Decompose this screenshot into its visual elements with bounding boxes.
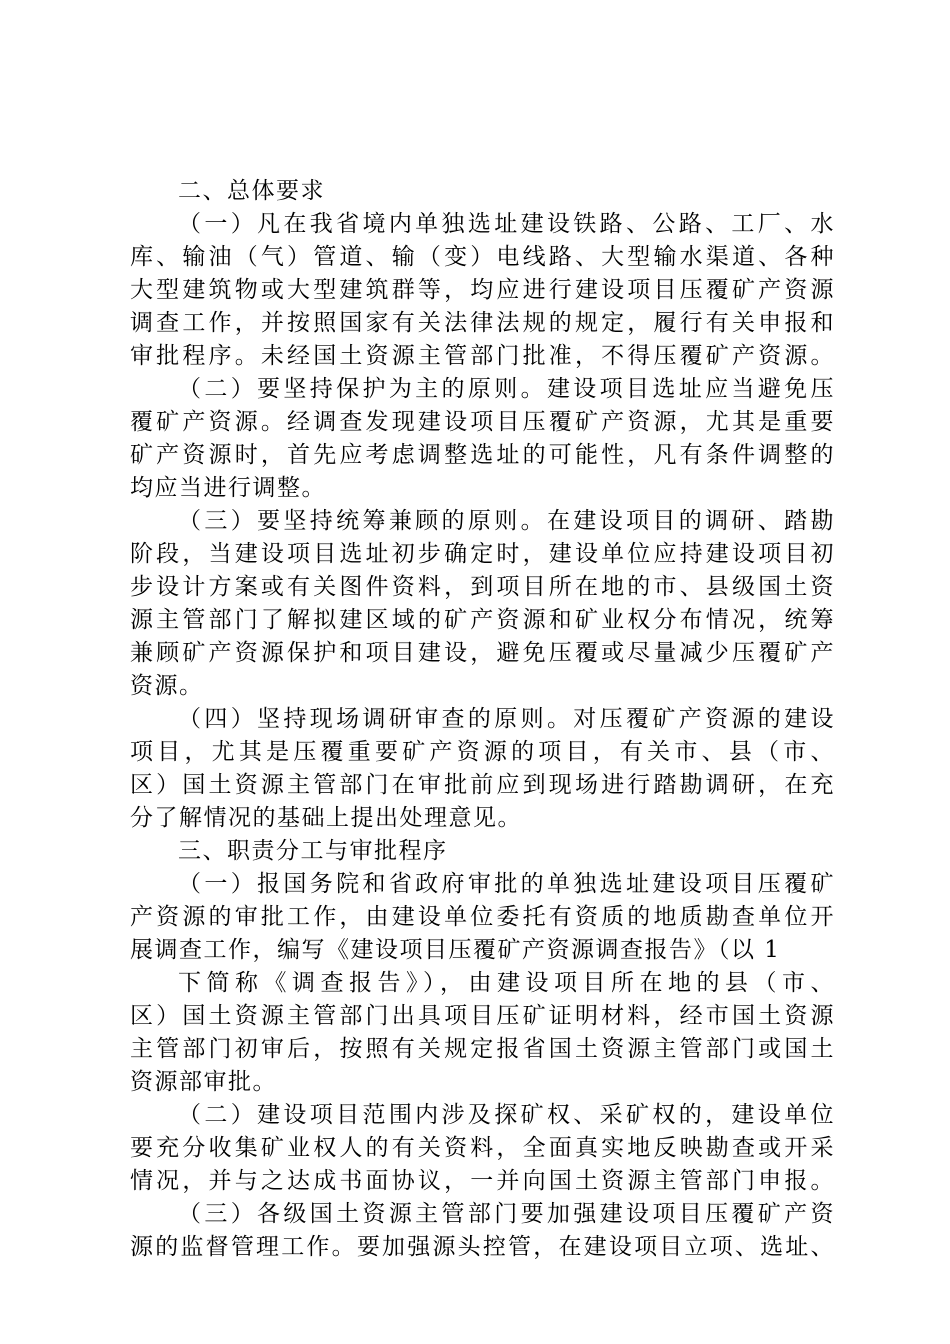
- paragraph-line: 区）国土资源主管部门在审批前应到现场进行踏勘调研，在充: [130, 772, 835, 798]
- paragraph-line: 下简称《调查报告》），由建设项目所在地的县（市、: [178, 970, 835, 996]
- paragraph-line: 区）国土资源主管部门出具项目压矿证明材料，经市国土资源: [130, 1003, 835, 1029]
- paragraph-line: 覆矿产资源。经调查发现建设项目压覆矿产资源，尤其是重要: [130, 409, 835, 435]
- paragraph-line: （二）要坚持保护为主的原则。建设项目选址应当避免压: [178, 376, 835, 402]
- paragraph-line: 审批程序。未经国土资源主管部门批准，不得压覆矿产资源。: [130, 343, 835, 369]
- paragraph-line: 阶段，当建设项目选址初步确定时，建设单位应持建设项目初: [130, 541, 835, 567]
- paragraph-line: （一）报国务院和省政府审批的单独选址建设项目压覆矿: [178, 871, 835, 897]
- paragraph-line: （二）建设项目范围内涉及探矿权、采矿权的，建设单位: [178, 1102, 835, 1128]
- paragraph-line: 主管部门初审后，按照有关规定报省国土资源主管部门或国土: [130, 1036, 835, 1062]
- paragraph-line: 兼顾矿产资源保护和项目建设，避免压覆或尽量减少压覆矿产: [130, 640, 835, 666]
- paragraph-line: 要充分收集矿业权人的有关资料，全面真实地反映勘查或开采: [130, 1135, 835, 1161]
- paragraph-line: 大型建筑物或大型建筑群等，均应进行建设项目压覆矿产资源: [130, 277, 835, 303]
- paragraph-line: （三）各级国土资源主管部门要加强建设项目压覆矿产资: [178, 1201, 835, 1227]
- paragraph-line: 展调查工作，编写《建设项目压覆矿产资源调查报告》（以 1: [130, 937, 781, 963]
- paragraph-line: 分了解情况的基础上提出处理意见。: [130, 805, 522, 831]
- paragraph-line: （三）要坚持统筹兼顾的原则。在建设项目的调研、踏勘: [178, 508, 835, 534]
- paragraph-line: 资源部审批。: [130, 1069, 277, 1095]
- paragraph-line: 项目，尤其是压覆重要矿产资源的项目，有关市、县（市、: [130, 739, 835, 765]
- paragraph-line: 库、输油（气）管道、输（变）电线路、大型输水渠道、各种: [130, 244, 835, 270]
- section-heading: 三、职责分工与审批程序: [178, 838, 448, 864]
- paragraph-line: 源的监督管理工作。要加强源头控管，在建设项目立项、选址、: [130, 1234, 835, 1260]
- paragraph-line: 情况，并与之达成书面协议，一并向国土资源主管部门申报。: [130, 1168, 835, 1194]
- paragraph-line: 资源。: [130, 673, 204, 699]
- paragraph-line: 均应当进行调整。: [130, 475, 326, 501]
- paragraph-line: （一）凡在我省境内单独选址建设铁路、公路、工厂、水: [178, 211, 835, 237]
- paragraph-line: 产资源的审批工作，由建设单位委托有资质的地质勘查单位开: [130, 904, 835, 930]
- paragraph-line: （四）坚持现场调研审查的原则。对压覆矿产资源的建设: [178, 706, 835, 732]
- paragraph-line: 源主管部门了解拟建区域的矿产资源和矿业权分布情况，统筹: [130, 607, 835, 633]
- section-heading: 二、总体要求: [178, 178, 325, 204]
- paragraph-line: 步设计方案或有关图件资料，到项目所在地的市、县级国土资: [130, 574, 835, 600]
- paragraph-line: 矿产资源时，首先应考虑调整选址的可能性，凡有条件调整的: [130, 442, 835, 468]
- paragraph-line: 调查工作，并按照国家有关法律法规的规定，履行有关申报和: [130, 310, 835, 336]
